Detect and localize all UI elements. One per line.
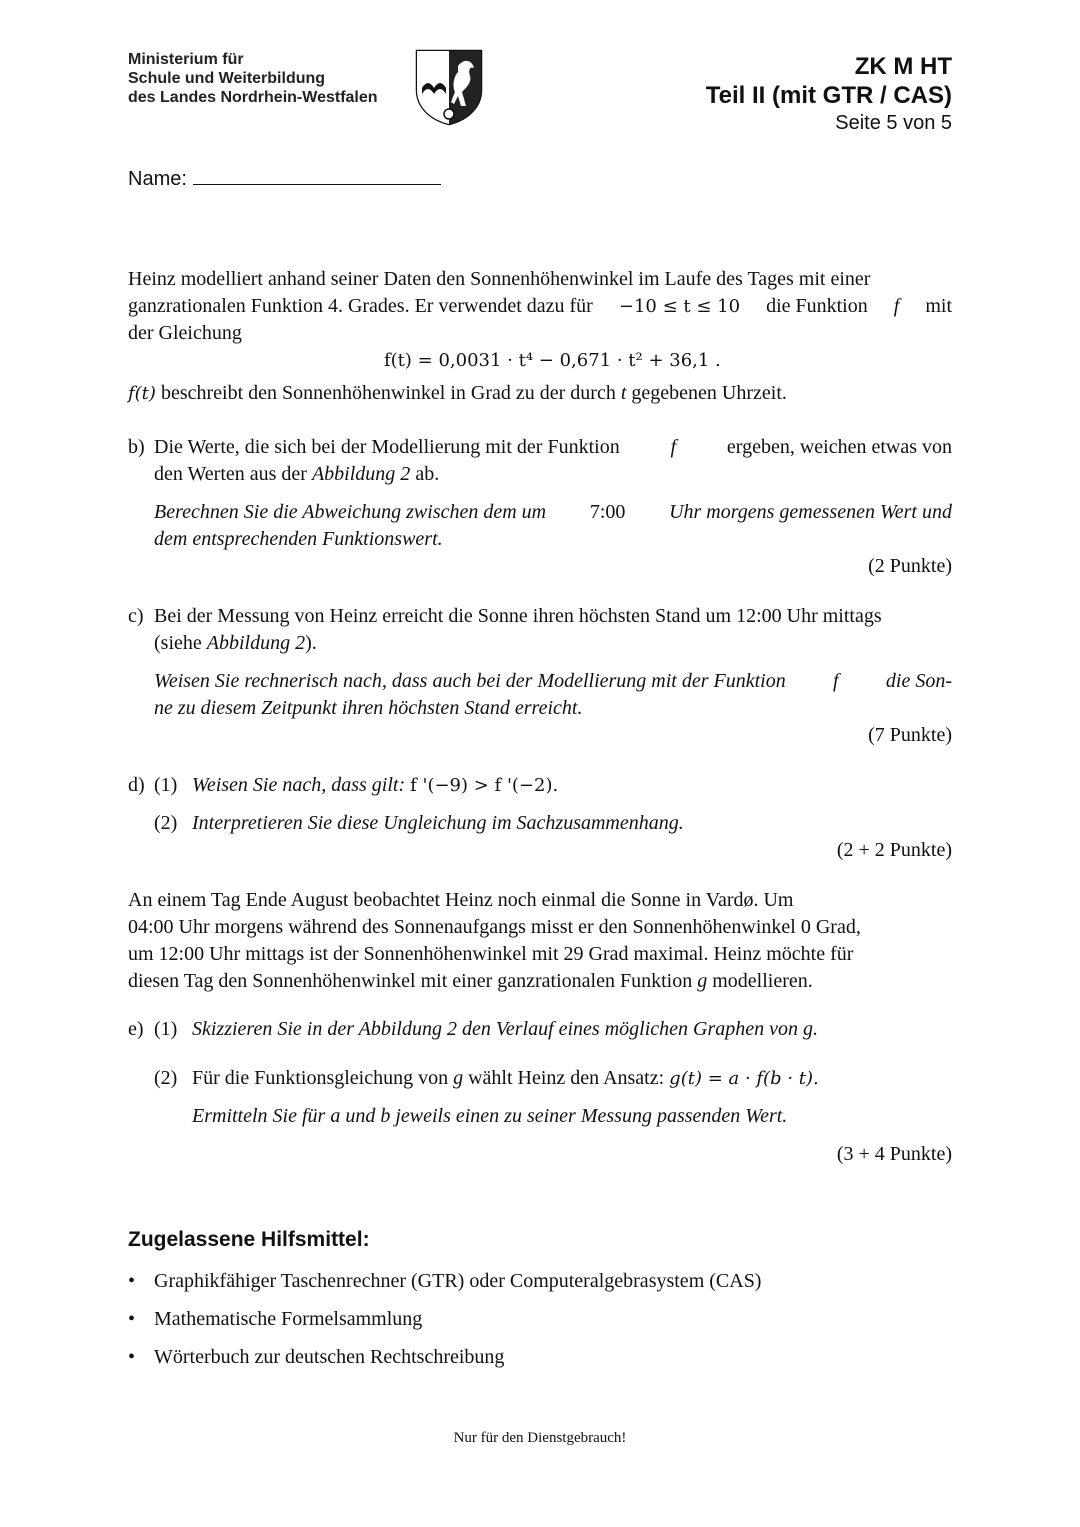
ministry-line: des Landes Nordrhein-Westfalen bbox=[128, 89, 378, 106]
intro-line-2: ganzrationalen Funktion 4. Grades. Er verwendet dazu für −10 ≤ t ≤ 10 die Funktion f mit bbox=[128, 293, 952, 320]
task-label: b) bbox=[128, 436, 145, 458]
name-label: Name: bbox=[128, 168, 187, 190]
function-description: f(t) beschreibt den Sonnenhöhenwinkel in Grad zu der durch t gegebenen Uhrzeit. bbox=[128, 382, 787, 404]
task-b-instruction: Berechnen Sie die Abweichung zwischen dem um 7:00 Uhr morgens gemessenen Wert und bbox=[154, 501, 952, 523]
task-label: d) bbox=[128, 774, 145, 796]
paragraph-august: An einem Tag Ende August beobachtet Heinz noch einmal die Sonne in Vardø. Um 04:00 Uhr morgens während des Sonnenaufgangs misst er den Sonnenhöhenwinkel 0 Grad, um 12:00 Uhr mittags ist der Sonnenhöhenwinkel mit 29 Grad maximal. Heinz möchte für diesen Tag den Sonnenhöhenwinkel mit einer ganzrationalen Funktion g modellieren. bbox=[128, 889, 861, 992]
ministry-line: Schule und Weiterbildung bbox=[128, 70, 326, 87]
footer-note: Nur für den Dienstgebrauch! bbox=[453, 1430, 627, 1446]
page-number: Seite 5 von 5 bbox=[835, 112, 952, 134]
nrw-crest-icon bbox=[414, 48, 484, 126]
points: (2 + 2 Punkte) bbox=[836, 839, 952, 861]
ministry-name bbox=[128, 50, 378, 107]
task-c-instruction: Weisen Sie rechnerisch nach, dass auch bei der Modellierung mit der Funktion f die Son- bbox=[154, 670, 952, 692]
task-d: d) (1) Weisen Sie nach, dass gilt: f '(−9) > f '(−2). (2) Interpretieren Sie diese Ungleichung im Sachzusammenhang. (2 + 2 Punkte) bbox=[128, 772, 952, 864]
name-field bbox=[128, 164, 441, 191]
task-label: e) bbox=[128, 1018, 144, 1040]
points: (3 + 4 Punkte) bbox=[836, 1143, 952, 1165]
aids-title: Zugelassene Hilfsmittel: bbox=[128, 1228, 370, 1251]
ministry-line: Ministerium für bbox=[128, 51, 244, 68]
inequality: f '(−9) > f '(−2). bbox=[410, 775, 559, 796]
exam-code: ZK M HT bbox=[854, 53, 952, 80]
equation: f(t) = 0,0031 · t⁴ − 0,671 · t² + 36,1 . bbox=[384, 350, 721, 371]
intro-paragraph bbox=[128, 266, 952, 407]
aids-list bbox=[128, 1262, 761, 1376]
list-item: • Graphikfähiger Taschenrechner (GTR) oder Computeralgebrasystem (CAS) bbox=[128, 1270, 762, 1292]
points: (2 Punkte) bbox=[868, 555, 952, 577]
domain: −10 ≤ t ≤ 10 bbox=[618, 296, 741, 317]
task-b: b) Die Werte, die sich bei der Modellierung mit der Funktion f ergeben, weichen etwas von den Werten aus der Abbildung 2 ab. Berechnen Sie die Abweichung zwischen dem um 7:00 Uhr morgens gemessenen Wert und dem entsprechenden Funktionswert. (2 Punkte) bbox=[128, 434, 952, 580]
list-item: • Wörterbuch zur deutschen Rechtschreibung bbox=[128, 1346, 505, 1368]
task-e: e) (1) Skizzieren Sie in der Abbildung 2 den Verlauf eines möglichen Graphen von g. (2) Für die Funktionsgleichung von g wählt Heinz den Ansatz: g(t) = a · f(b · t). Ermitteln Sie für a und b jeweils einen zu seiner Messung passenden Wert. (3 + 4 Punkte) bbox=[128, 1016, 952, 1168]
exam-part: Teil II (mit GTR / CAS) bbox=[705, 82, 952, 109]
ansatz: g(t) = a · f(b · t). bbox=[669, 1068, 819, 1089]
list-item: • Mathematische Formelsammlung bbox=[128, 1308, 423, 1330]
header-right bbox=[706, 53, 952, 135]
task-c: c) Bei der Messung von Heinz erreicht die Sonne ihren höchsten Stand um 12:00 Uhr mittags (siehe Abbildung 2). Weisen Sie rechnerisch nach, dass auch bei der Modellierung mit der Funktion f die Son- ne zu diesem Zeitpunkt ihren höchsten Stand erreicht. (7 Punkte) bbox=[128, 603, 952, 749]
intro-line-3: der Gleichung bbox=[128, 322, 242, 344]
task-label: c) bbox=[128, 605, 144, 627]
name-line[interactable] bbox=[193, 164, 441, 185]
intro-line-1: Heinz modelliert anhand seiner Daten den Sonnenhöhenwinkel im Laufe des Tages mit einer bbox=[128, 268, 871, 290]
points: (7 Punkte) bbox=[868, 724, 952, 746]
